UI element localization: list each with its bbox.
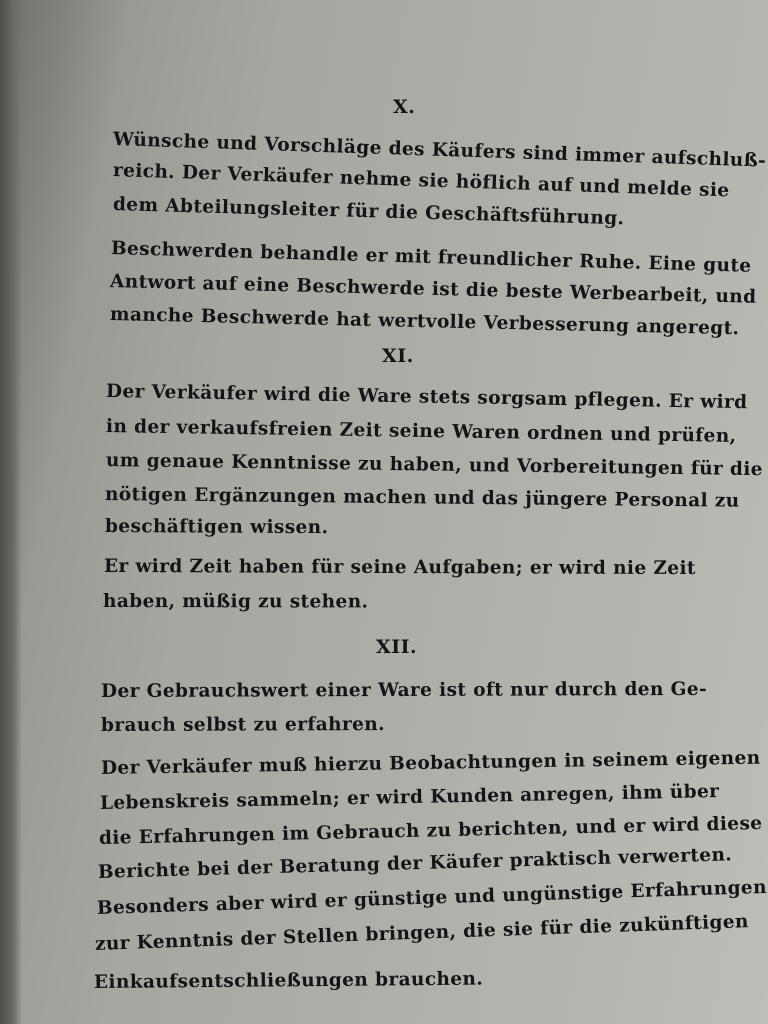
text-line: Beschwerden behandle er mit freundlicher Ruhe. Eine gute bbox=[110, 238, 752, 277]
text-line: Wünsche und Vorschläge des Käufers sind immer aufschluß- bbox=[112, 129, 767, 172]
section-heading-xi: XI. bbox=[382, 345, 414, 367]
text-line: zur Kenntnis der Stellen bringen, die sie für die zukünftigen bbox=[94, 911, 750, 955]
text-line: Er wird Zeit haben für seine Aufgaben; er wird nie Zeit bbox=[103, 556, 696, 580]
text-line: um genaue Kenntnisse zu haben, und Vorbereitungen für die bbox=[105, 450, 764, 481]
text-line: Antwort auf eine Beschwerde ist die beste Werbearbeit, und bbox=[109, 271, 757, 308]
text-line: beschäftigen wissen. bbox=[104, 516, 329, 539]
text-line: haben, müßig zu stehen. bbox=[102, 591, 369, 613]
text-line: Der Verkäufer muß hierzu Beobachtungen in seinem eigenen bbox=[100, 747, 761, 779]
text-line: manche Beschwerde hat wertvolle Verbesserung angeregt. bbox=[109, 304, 740, 340]
text-line: nötigen Ergänzungen machen und das jüngere Personal zu bbox=[104, 484, 740, 512]
text-line: brauch selbst zu erfahren. bbox=[100, 714, 385, 736]
text-line: Lebenskreis sammeln; er wird Kunden anregen, ihm über bbox=[99, 781, 720, 814]
text-line: reich. Der Verkäufer nehme sie höflich auf und melde sie bbox=[112, 160, 730, 202]
section-heading-xii: XII. bbox=[376, 636, 418, 658]
text-line: in der verkaufsfreien Zeit seine Waren ordnen und prüfen, bbox=[105, 416, 737, 447]
section-heading-x: X. bbox=[393, 96, 416, 118]
text-line: Berichte bei der Beratung der Käufer praktisch verwerten. bbox=[97, 844, 733, 883]
text-line: Der Gebrauchswert einer Ware ist oft nur durch den Ge- bbox=[100, 678, 708, 702]
text-line: dem Abteilungsleiter für die Geschäftsführung. bbox=[112, 194, 625, 230]
text-line: die Erfahrungen im Gebrauch zu berichten, und er wird diese bbox=[98, 812, 763, 849]
page-edge-shadow bbox=[0, 0, 22, 1024]
text-line: Der Verkäufer wird die Ware stets sorgsam pflegen. Er wird bbox=[105, 381, 748, 414]
text-line: Besonders aber wird er günstige und ungünstige Erfahrungen bbox=[96, 876, 768, 919]
text-line: Einkaufsentschließungen brauchen. bbox=[93, 968, 484, 993]
